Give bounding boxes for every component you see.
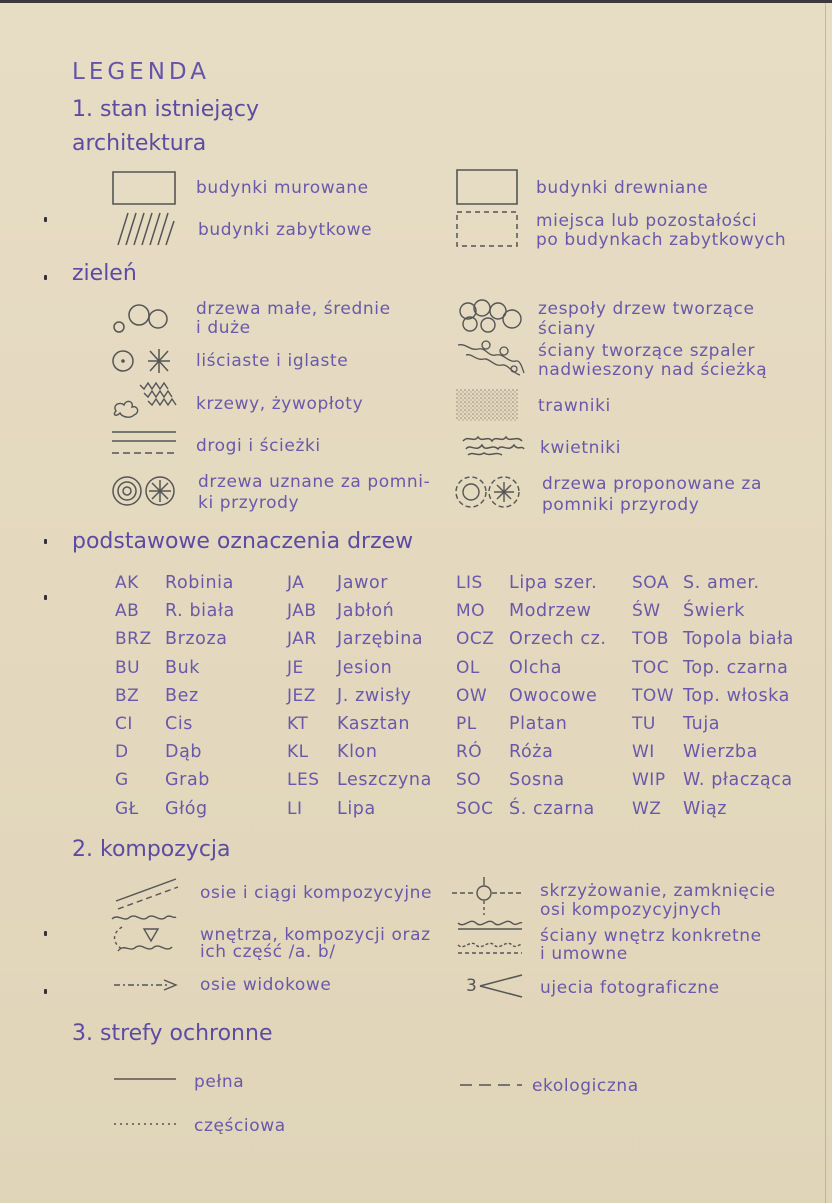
tree-name: Bez [165, 686, 199, 706]
tree-code: TOW [632, 686, 675, 706]
tree-name: Brzoza [165, 629, 228, 649]
tree-name: W. płacząca [683, 770, 793, 790]
partial-zone-line-icon [114, 1120, 178, 1128]
label-monuments-2: ki przyrody [198, 493, 300, 513]
label-ecological-zone: ekologiczna [532, 1076, 639, 1096]
label-axis-crossing-1: skrzyżowanie, zamknięcie [540, 881, 776, 901]
tree-code: BRZ [115, 629, 152, 649]
tree-code: OL [456, 658, 480, 678]
flowerbeds-icon [460, 433, 528, 459]
tree-code: JEZ [287, 686, 316, 706]
tree-code: JE [287, 658, 304, 678]
tree-code: WZ [632, 799, 662, 819]
tree-code: KT [287, 714, 309, 734]
label-proposed-2: pomniki przyrody [542, 495, 700, 515]
section-architecture: architektura [72, 131, 207, 156]
label-tree-row-1: ściany tworzące szpaler [538, 341, 756, 361]
shrubs-hedges-icon [110, 381, 180, 421]
label-trees-sizes-1: drzewa małe, średnie [196, 299, 391, 319]
lawns-stipple-icon [456, 389, 518, 421]
tree-code: PL [456, 714, 477, 734]
tree-code: CI [115, 714, 133, 734]
tree-name: Kasztan [337, 714, 411, 734]
tree-name: R. biała [165, 601, 235, 621]
label-tree-groups-2: ściany [538, 319, 596, 339]
tree-code: BZ [115, 686, 140, 706]
tree-name: Olcha [509, 658, 563, 678]
tree-name: Dąb [165, 742, 203, 762]
tree-code: G [115, 770, 129, 790]
tree-code: WIP [632, 770, 666, 790]
tree-code: AK [115, 573, 139, 593]
historic-building-hatch-icon [112, 211, 178, 247]
tree-code: MO [456, 601, 486, 621]
tree-name: Jabłoń [337, 601, 395, 621]
tree-name: Owocowe [509, 686, 598, 706]
tree-name: Sosna [509, 770, 565, 790]
tree-name: Lipa [337, 799, 376, 819]
full-zone-line-icon [114, 1075, 176, 1083]
tree-name: Leszczyna [337, 770, 432, 790]
tree-code: TOC [632, 658, 670, 678]
tree-code: JA [287, 573, 305, 593]
label-trees-sizes-2: i duże [196, 318, 251, 338]
tree-name: Jesion [337, 658, 393, 678]
tree-code: JAR [287, 629, 317, 649]
tree-code: RÓ [456, 742, 483, 762]
punch-mark [44, 539, 47, 544]
label-remains-line1: miejsca lub pozostałości [536, 211, 758, 231]
tree-name: Grab [165, 770, 210, 790]
tree-name: Top. czarna [683, 658, 789, 678]
tree-name: Klon [337, 742, 378, 762]
composition-interiors-icon [110, 913, 182, 957]
punch-mark [44, 595, 47, 600]
tree-name: Wiąz [683, 799, 728, 819]
tree-code: JAB [287, 601, 317, 621]
label-full-zone: pełna [194, 1072, 245, 1092]
tree-code: ŚW [632, 601, 661, 621]
ecological-zone-line-icon [460, 1081, 522, 1089]
label-historic-buildings: budynki zabytkowe [198, 220, 373, 240]
tree-name: Topola biała [683, 629, 794, 649]
tree-code: SO [456, 770, 482, 790]
label-remains-line2: po budynkach zabytkowych [536, 230, 787, 250]
tree-name: Róża [509, 742, 554, 762]
label-lawns: trawniki [538, 396, 611, 416]
composition-axes-icon [114, 875, 178, 909]
tree-name: Świerk [683, 601, 745, 621]
tree-name: Cis [165, 714, 193, 734]
label-axis-crossing-2: osi kompozycyjnych [540, 900, 722, 920]
label-tree-row-2: nadwieszony nad ścieżką [538, 360, 768, 380]
tree-code: SOA [632, 573, 670, 593]
photo-number: 3 [466, 976, 478, 996]
view-axes-arrow-icon [114, 977, 180, 993]
wooden-building-icon [456, 169, 518, 205]
tree-code: SOC [456, 799, 494, 819]
label-composition-axes: osie i ciągi kompozycyjne [200, 883, 433, 903]
label-view-axes: osie widokowe [200, 975, 332, 995]
section-existing-state: 1. stan istniejący [72, 97, 259, 122]
section-tree-codes: podstawowe oznaczenia drzew [72, 529, 414, 554]
tree-name: Ś. czarna [509, 799, 595, 819]
tree-name: Jawor [337, 573, 389, 593]
tree-name: Top. włoska [683, 686, 790, 706]
section-greenery: zieleń [72, 261, 137, 286]
label-photo-shots: ujecia fotograficzne [540, 978, 720, 998]
tree-name: Orzech cz. [509, 629, 607, 649]
tree-code: TOB [632, 629, 669, 649]
tree-name: S. amer. [683, 573, 760, 593]
tree-name: Modrzew [509, 601, 592, 621]
label-roads-paths: drogi i ścieżki [196, 436, 321, 456]
tree-code: OCZ [456, 629, 495, 649]
roads-paths-icon [112, 429, 176, 457]
axis-crossing-icon [452, 877, 522, 917]
tree-code: D [115, 742, 129, 762]
label-masonry-buildings: budynki murowane [196, 178, 369, 198]
tree-code: GŁ [115, 799, 139, 819]
label-monuments-1: drzewa uznane za pomni- [198, 472, 431, 492]
tree-code: BU [115, 658, 141, 678]
tree-name: Tuja [683, 714, 721, 734]
interior-walls-icon [456, 917, 524, 957]
label-interiors-1: wnętrza, kompozycji oraz [200, 925, 431, 945]
label-flowerbeds: kwietniki [540, 438, 622, 458]
label-tree-groups-1: zespoły drzew tworzące [538, 299, 755, 319]
label-shrubs-hedges: krzewy, żywopłoty [196, 394, 364, 414]
tree-name: Głóg [165, 799, 208, 819]
label-wooden-buildings: budynki drewniane [536, 178, 709, 198]
tree-code: LIS [456, 573, 483, 593]
proposed-monument-trees-icon [454, 475, 522, 509]
tree-code: LI [287, 799, 303, 819]
trees-sizes-icon [112, 297, 170, 335]
label-interior-walls-1: ściany wnętrz konkretne [540, 926, 762, 946]
tree-code: TU [632, 714, 656, 734]
label-deciduous-coniferous: liściaste i iglaste [196, 351, 349, 371]
masonry-building-icon [112, 171, 176, 205]
tree-name: Robinia [165, 573, 234, 593]
punch-mark [44, 217, 47, 222]
tree-name: Platan [509, 714, 568, 734]
punch-mark [44, 931, 47, 936]
tree-name: Jarzębina [337, 629, 424, 649]
deciduous-coniferous-icon [112, 347, 174, 375]
section-protection-zones: 3. strefy ochronne [72, 1021, 273, 1046]
label-interior-walls-2: i umowne [540, 944, 628, 964]
section-composition: 2. kompozycja [72, 837, 231, 862]
tree-code: KL [287, 742, 309, 762]
legend-title: LEGENDA [72, 59, 210, 85]
tree-code: AB [115, 601, 140, 621]
tree-code: OW [456, 686, 488, 706]
label-proposed-1: drzewa proponowane za [542, 474, 762, 494]
photo-shots-icon [478, 973, 524, 1001]
tree-code: LES [287, 770, 320, 790]
tree-groups-wall-icon [458, 299, 524, 335]
natural-monument-trees-icon [112, 475, 178, 507]
historic-remains-dashed-icon [456, 211, 518, 247]
tree-name: Buk [165, 658, 201, 678]
tree-name: Wierzba [683, 742, 758, 762]
punch-mark [44, 989, 47, 994]
punch-mark [44, 275, 47, 280]
tree-name: J. zwisły [337, 686, 412, 706]
tree-row-overhang-icon [456, 339, 526, 379]
label-interiors-2: ich część /a. b/ [200, 942, 336, 962]
label-partial-zone: częściowa [194, 1116, 286, 1136]
tree-code: WI [632, 742, 655, 762]
tree-name: Lipa szer. [509, 573, 598, 593]
